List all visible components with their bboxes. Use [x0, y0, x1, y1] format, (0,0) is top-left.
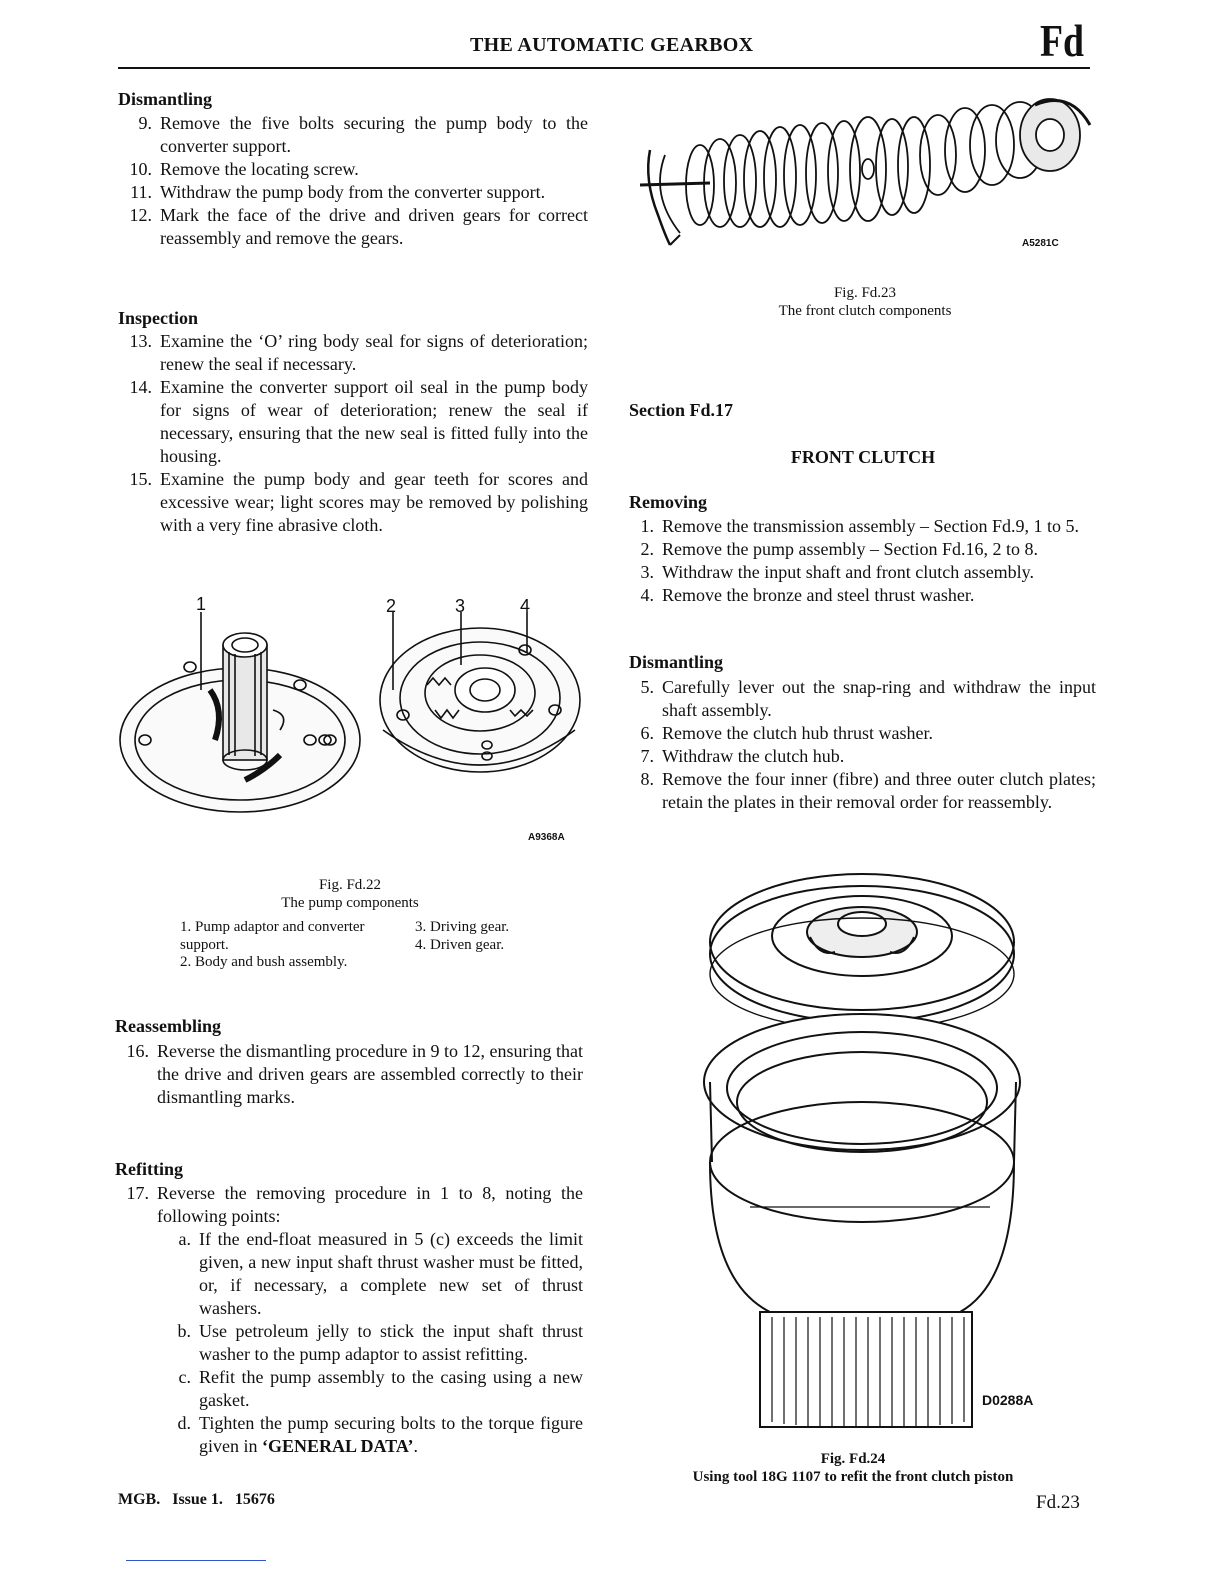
list-item: 14. Examine the converter support oil seal in the pump body for signs of wear of deterioration; renew the seal if necessary, ensuring that the new seal is fitted fully into the housing.	[129, 377, 588, 466]
list-item: 3. Withdraw the input shaft and front clutch assembly.	[640, 562, 1035, 582]
inspection-heading: Inspection	[118, 308, 199, 328]
callout-3: 3	[455, 596, 466, 616]
figure-code: D0288A	[982, 1392, 1034, 1408]
fig24-caption	[660, 1450, 1046, 1486]
figure-number: Fig. Fd.24	[820, 1451, 886, 1467]
list-item: 17. Reverse the removing procedure in 1 to 8, noting the following points: a. If the end-float measured in 5 (c) exceeds the limit given, a new input shaft thrust washer must be fitted, or, if necessary, a complete new set of thrust washers. b. Use petroleum jelly to stick the input shaft thrust washer to the pump adaptor to assist refitting. c. Refit the pump assembly to the casing using a new gasket. d. Tighten the pump securing bolts to the torque figure given in ‘GENERAL DATA’.	[126, 1183, 583, 1456]
callout-4: 4	[520, 596, 531, 616]
figure-title: Using tool 18G 1107 to refit the front clutch piston	[692, 1469, 1014, 1485]
footer-rule	[126, 1560, 266, 1561]
fig22-caption	[200, 876, 500, 912]
dismantling-heading: Dismantling	[629, 652, 724, 672]
removing-heading: Removing	[629, 492, 707, 512]
list-item: 9. Remove the five bolts securing the pump body to the converter support.	[138, 113, 588, 156]
section-title: FRONT CLUTCH	[790, 447, 936, 467]
figure-title: The front clutch components	[778, 303, 952, 319]
pump-components-figure	[115, 590, 585, 850]
dismantling-list	[118, 112, 588, 250]
removing-list	[620, 515, 1096, 607]
reassembling-list	[115, 1040, 583, 1109]
page-header-title: THE AUTOMATIC GEARBOX	[470, 34, 754, 56]
refitting-heading: Refitting	[115, 1159, 183, 1179]
list-item: 13. Examine the ‘O’ ring body seal for signs of deterioration; renew the seal if necessary.	[129, 331, 588, 374]
list-item: 7. Withdraw the clutch hub.	[640, 746, 845, 766]
figure-number: Fig. Fd.23	[833, 285, 897, 301]
section-code: Fd	[1040, 15, 1085, 66]
section-number: Section Fd.17	[629, 400, 734, 420]
front-clutch-components-drawing	[640, 95, 1090, 245]
figure-code: A5281C	[1022, 238, 1059, 249]
legend-item-1: 1. Pump adaptor and converter support.	[180, 919, 365, 953]
pump-components-drawing	[115, 590, 585, 850]
page-number: Fd.23	[1036, 1492, 1080, 1513]
list-item: 2. Remove the pump assembly – Section Fd.16, 2 to 8.	[640, 539, 1038, 559]
legend-item-2: 2. Body and bush assembly.	[180, 954, 348, 970]
legend-item-3: 3. Driving gear.	[415, 919, 510, 935]
list-item: 16. Reverse the dismantling procedure in 9 to 12, ensuring that the drive and driven gears are assembled correctly to their dismantling marks.	[126, 1041, 583, 1107]
footer-left: MGB. Issue 1. 15676	[118, 1491, 275, 1508]
figure-code: A9368A	[528, 832, 565, 843]
header-rule	[118, 67, 1090, 69]
refitting-sublist	[157, 1228, 583, 1458]
list-item: 6. Remove the clutch hub thrust washer.	[640, 723, 933, 743]
list-item: 1. Remove the transmission assembly – Section Fd.9, 1 to 5.	[640, 516, 1079, 536]
figure-title: The pump components	[281, 895, 419, 911]
list-item: c. Refit the pump assembly to the casing using a new gasket.	[178, 1367, 583, 1410]
refitting-list	[115, 1182, 583, 1458]
list-item: a. If the end-float measured in 5 (c) exceeds the limit given, a new input shaft thrust washer must be fitted, or, if necessary, a complete new set of thrust washers.	[178, 1229, 583, 1318]
figure-number: Fig. Fd.22	[318, 877, 382, 893]
inspection-list	[118, 330, 588, 537]
front-clutch-components-figure	[640, 95, 1090, 245]
dismantling-heading: Dismantling	[118, 89, 213, 109]
legend-item-4: 4. Driven gear.	[415, 937, 505, 953]
list-item: 10. Remove the locating screw.	[129, 159, 359, 179]
list-item: 11. Withdraw the pump body from the converter support.	[130, 182, 546, 202]
clutch-piston-tool-figure	[690, 862, 1050, 1437]
dismantling-list	[620, 676, 1096, 814]
callout-2: 2	[386, 596, 397, 616]
fig23-caption	[715, 284, 1015, 320]
list-item: 4. Remove the bronze and steel thrust washer.	[640, 585, 975, 605]
list-item: 8. Remove the four inner (fibre) and three outer clutch plates; retain the plates in their removal order for reassembly.	[640, 769, 1096, 812]
callout-1: 1	[196, 594, 207, 614]
list-item: 15. Examine the pump body and gear teeth for scores and excessive wear; light scores may be removed by polishing with a very fine abrasive cloth.	[129, 469, 588, 535]
clutch-piston-tool-drawing	[690, 862, 1050, 1437]
list-item: b. Use petroleum jelly to stick the input shaft thrust washer to the pump adaptor to assist refitting.	[177, 1321, 583, 1364]
list-item: 12. Mark the face of the drive and driven gears for correct reassembly and remove the gears.	[129, 205, 588, 248]
list-item: d. Tighten the pump securing bolts to the torque figure given in ‘GENERAL DATA’.	[177, 1413, 583, 1456]
list-item: 5. Carefully lever out the snap-ring and withdraw the input shaft assembly.	[640, 677, 1096, 720]
reassembling-heading: Reassembling	[115, 1016, 222, 1036]
